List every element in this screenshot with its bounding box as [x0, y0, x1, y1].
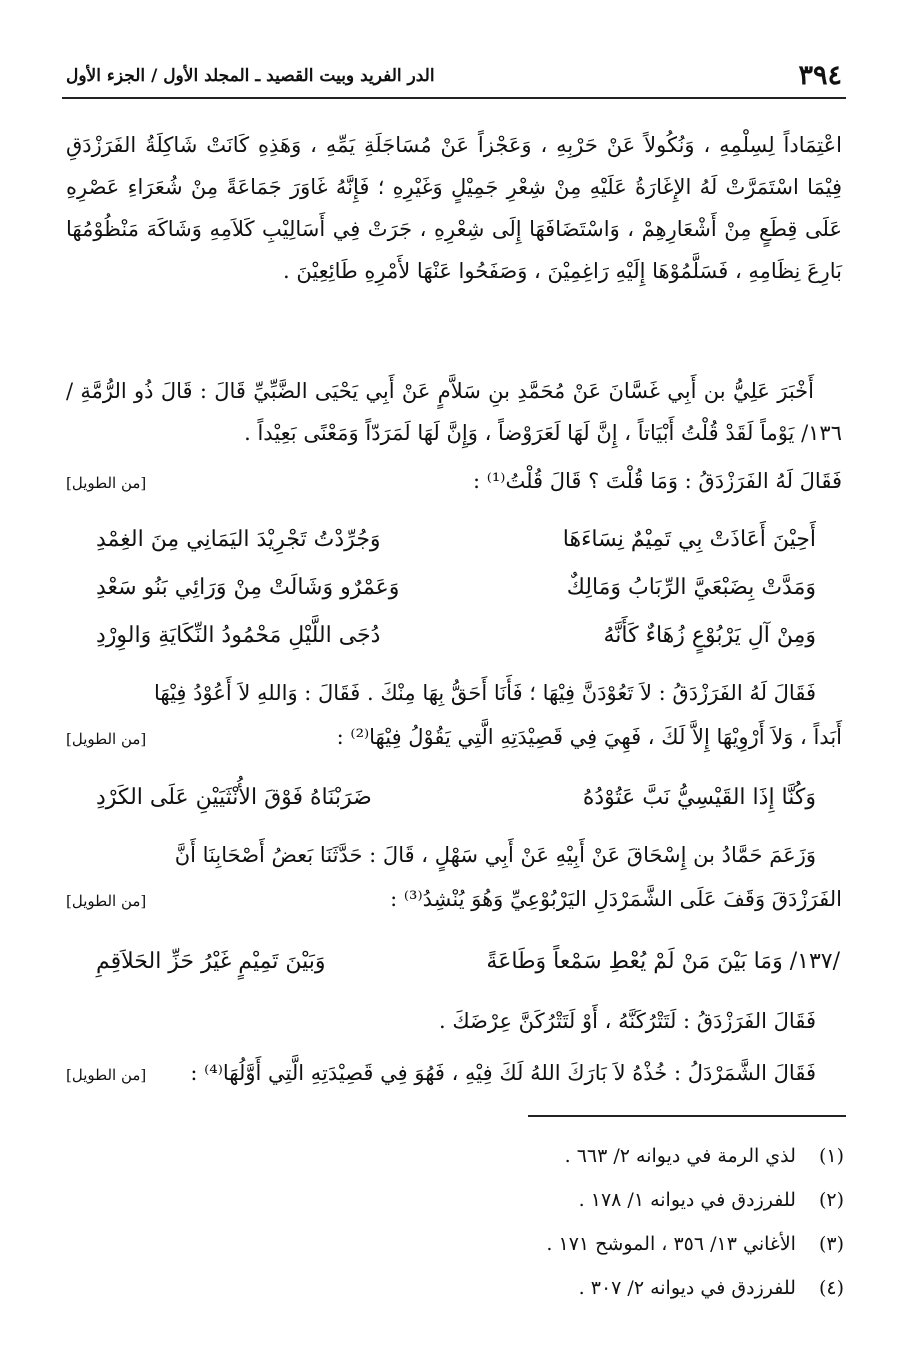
meter-label: [من الطويل] — [66, 1066, 147, 1084]
verse-row — [96, 566, 816, 610]
verse-first-hemistich: وَمِنْ آلِ يَرْبُوْعٍ زُهَاءٌ كَأَنَّهُ — [603, 623, 816, 648]
footnote-text: للفرزدق في ديوانه ١/ ١٧٨ . — [578, 1189, 796, 1211]
page-header — [66, 58, 842, 94]
quote-line-2a-text: فَقَالَ لَهُ الفَرَزْدَقُ : لاَ تَعُوْدَنَّ فِيْهَا ؛ فَأَنَا أَحَقُّ بِهَا مِنْكَ . فَقَالَ : وَاللهِ لاَ أَعُوْدُ فِيْهَا — [153, 681, 816, 705]
verse-row — [96, 614, 816, 658]
paragraph-2: أَخْبَرَ عَلِيُّ بن أَبِي غَسَّانَ عَنْ مُحَمَّدِ بنِ سَلاَّمٍ عَنْ أَبِي يَحْيَى الضَّبِّيِّ قَالَ : قَالَ ذُو الرُّمَّةِ /١٣٦/ يَوْماً لَقَدْ قُلْتُ أَبْيَاتاً ، إِنَّ لَهَا لَعَرَوْضاً ، وَإِنَّ لَهَا لَمَرَدّاً وَمَعْنًى بَعِيْداً . — [66, 379, 842, 445]
verse-second-hemistich: وَجُرِّدْتُ تَجْرِيْدَ اليَمَانِي مِنَ الغِمْدِ — [96, 527, 381, 552]
verse-row — [96, 776, 816, 820]
quote-line-5-text: فَقَالَ الشَّمَرْدَلُ : خُذْهُ لاَ بَارَكَ اللهُ لَكَ فِيْهِ ، فَهُوَ فِي قَصِيْدَتِهِ الَّتِي أَوَّلُهَا⁽⁴⁾ : — [190, 1061, 816, 1085]
quote-line-2b-text: أَبَداً ، وَلاَ أَرْوِيْهَا إِلاَّ لَكَ ، فَهِيَ فِي قَصِيْدَتِهِ الَّتِي يَقُوْلُ فِيْهَا⁽²⁾ : — [336, 725, 842, 749]
header-rule — [62, 97, 846, 99]
verse-first-hemistich: وَكُنَّا إِذَا القَيْسِيُّ نَبَّ عَتُوْدُهُ — [582, 785, 816, 810]
footnote-number: (١) — [818, 1145, 844, 1167]
footnote — [144, 1226, 844, 1262]
meter-label: [من الطويل] — [66, 474, 147, 492]
verse-first-hemistich: /١٣٧/ وَمَا بَيْنَ مَنْ لَمْ يُعْطِ سَمْعاً وَطَاعَةً — [486, 949, 840, 974]
quote-line-2b — [66, 716, 842, 758]
quote-line-5 — [66, 1052, 842, 1094]
quote-line-4-text: فَقَالَ الفَرَزْدَقُ : لَتَتْرُكَنَّهُ ، أَوْ لَتَتْرُكَنَّ عِرْضَكَ . — [439, 1009, 816, 1033]
quote-line-1 — [66, 460, 842, 502]
verse-row — [96, 940, 840, 984]
quote-line-4 — [66, 1000, 842, 1042]
quote-line-3b — [66, 878, 842, 920]
footnote-rule — [528, 1115, 846, 1117]
running-title: الدر الفريد وبيت القصيد ـ المجلد الأول / الجزء الأول — [66, 66, 435, 86]
meter-label: [من الطويل] — [66, 730, 147, 748]
verse-first-hemistich: وَمَدَّتْ بِضَبْعَيَّ الرِّبَابُ وَمَالِكٌ — [566, 575, 816, 600]
verse-row — [96, 518, 816, 562]
footnote-text: الأغاني ١٣/ ٣٥٦ ، الموشح ١٧١ . — [546, 1233, 796, 1255]
footnote — [144, 1138, 844, 1174]
footnote — [144, 1270, 844, 1306]
quote-line-3a — [66, 834, 842, 876]
footnote-number: (٣) — [818, 1233, 844, 1255]
footnote-number: (٤) — [818, 1277, 844, 1299]
footnote-text: لذي الرمة في ديوانه ٢/ ٦٦٣ . — [564, 1145, 796, 1167]
quote-line-3b-text: الفَرَزْدَقَ وَقَفَ عَلَى الشَّمَرْدَلِ اليَرْبُوْعِيِّ وَهُوَ يُنْشِدُ⁽³⁾ : — [390, 887, 842, 911]
meter-label: [من الطويل] — [66, 892, 147, 910]
verse-second-hemistich: دُجَى اللَّيْلِ مَحْمُودُ النِّكَايَةِ وَالوِرْدِ — [96, 623, 381, 648]
verse-second-hemistich: ضَرَبْنَاهُ فَوْقَ الأُنْثَيَيْنِ عَلَى الكَرْدِ — [96, 785, 372, 810]
footnote-text: للفرزدق في ديوانه ٢/ ٣٠٧ . — [578, 1277, 796, 1299]
quote-line-1-text: فَقَالَ لَهُ الفَرَزْدَقُ : وَمَا قُلْتَ ؟ قَالَ قُلْتُ⁽¹⁾ : — [472, 469, 842, 493]
verse-second-hemistich: وَعَمْرٌو وَشَالَتْ مِنْ وَرَائِي بَنُو سَعْدِ — [96, 575, 400, 600]
verse-first-hemistich: أَحِيْنَ أَعَاذَتْ بِي تَمِيْمٌ نِسَاءَهَا — [562, 527, 816, 552]
paragraph-1: اعْتِمَاداً لِسِلْمِهِ ، وَنُكُولاً عَنْ حَرْبِهِ ، وَعَجْزاً عَنْ مُسَاجَلَةِ يَمِّهِ ، وَهَذِهِ كَانَتْ شَاكِلَةُ الفَرَزْدَقِ فِيْمَا اسْتَمَرَّتْ لَهُ الإِغَارَةُ عَلَيْهِ مِنْ شِعْرِ جَمِيْلٍ وَغَيْرِهِ ؛ فَإِنَّهُ غَاوَرَ جَمَاعَةً مِنْ شُعَرَاءِ عَصْرِهِ عَلَى قِطَعٍ مِنْ أَشْعَارِهِمْ ، وَاسْتَضَافَهَا إِلَى شِعْرِهِ ، جَرَتْ فِي أَسَالِيْبِ كَلاَمِهِ وَشَاكَهَ مَنْظُوْمُهَا بَارِعَ نِظَامِهِ ، فَسَلَّمُوْهَا إِلَيْهِ رَاغِمِيْنَ ، وَصَفَحُوا عَنْهَا لأَمْرِهِ طَائِعِيْنَ . — [66, 133, 842, 283]
verse-second-hemistich: وَبَيْنَ تَمِيْمٍ غَيْرُ حَزِّ الحَلاَقِمِ — [96, 949, 326, 974]
page-number: ٣٩٤ — [798, 60, 842, 91]
footnote — [144, 1182, 844, 1218]
quote-line-3a-text: وَزَعَمَ حَمَّادُ بن إِسْحَاقَ عَنْ أَبِيْهِ عَنْ أَبِي سَهْلٍ ، قَالَ : حَدَّثَنَا بَعضُ أَصْحَابِنَا أَنَّ — [174, 843, 816, 867]
footnote-number: (٢) — [818, 1189, 844, 1211]
quote-line-2a — [66, 672, 842, 714]
